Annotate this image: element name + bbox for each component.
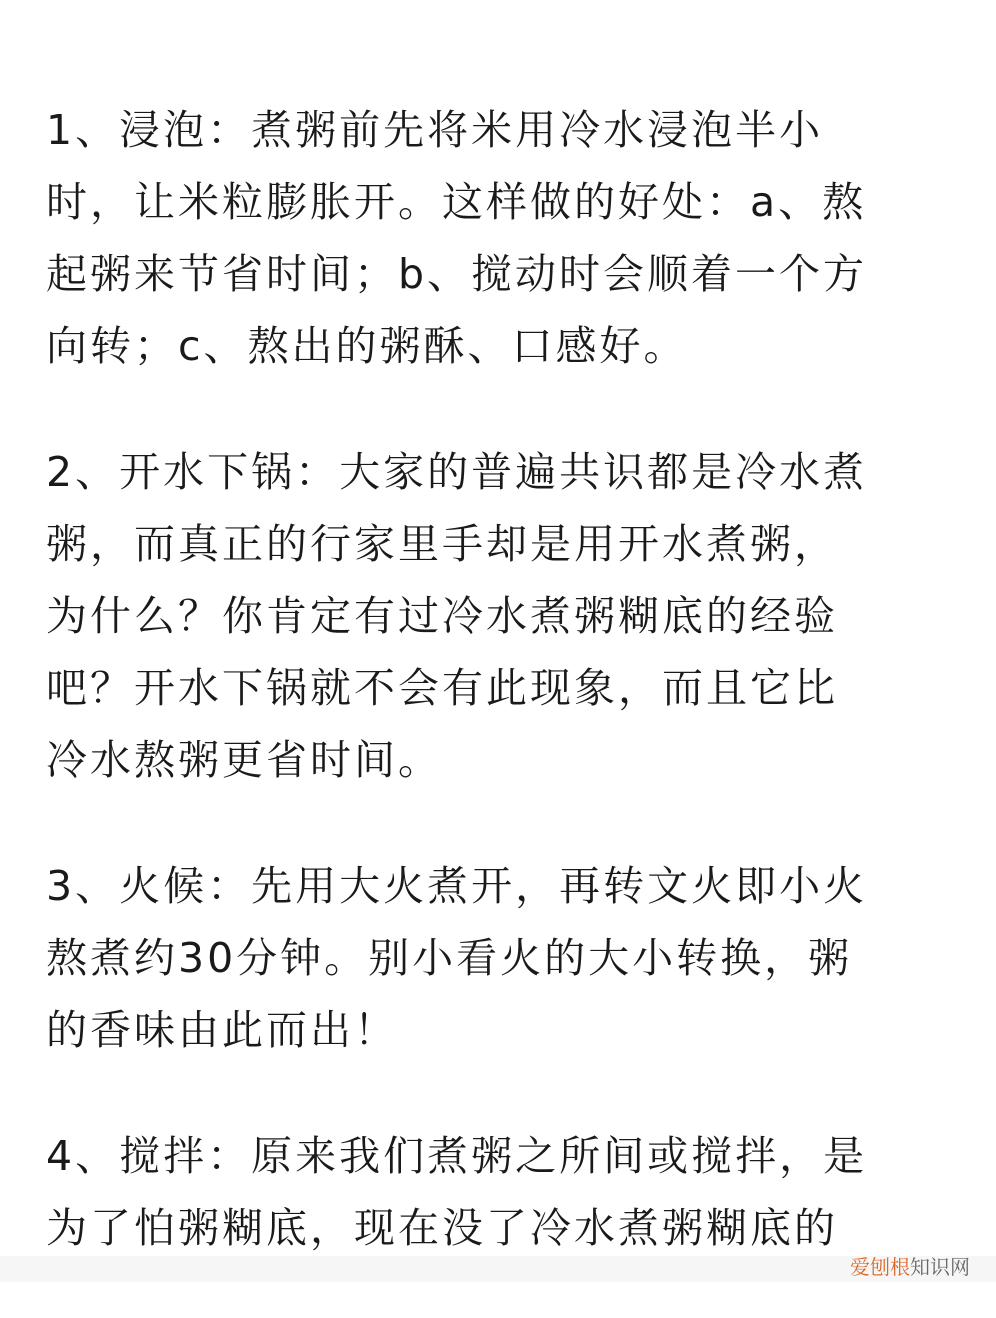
text-line: 为了怕粥糊底，现在没了冷水煮粥糊底的 (46, 1204, 838, 1252)
paragraph-1 (46, 94, 966, 382)
text-line: 向转；c、熬出的粥酥、口感好。 (46, 322, 688, 370)
text-line: 起粥来节省时间；b、搅动时会顺着一个方 (46, 250, 868, 298)
text-line: 3、火候：先用大火煮开，再转文火即小火 (46, 862, 868, 910)
article-body (46, 94, 966, 1318)
text-line: 2、开水下锅：大家的普遍共识都是冷水煮 (46, 448, 868, 496)
text-line: 冷水熬粥更省时间。 (46, 736, 442, 784)
paragraph-2 (46, 436, 966, 796)
paragraph-3 (46, 850, 966, 1066)
text-line: 1、浸泡：煮粥前先将米用冷水浸泡半小 (46, 106, 824, 154)
text-line: 吧？开水下锅就不会有此现象，而且它比 (46, 664, 838, 712)
watermark-part1: 爱刨根 (850, 1255, 910, 1279)
text-line: 粥，而真正的行家里手却是用开水煮粥， (46, 520, 838, 568)
paragraph-4 (46, 1120, 966, 1264)
text-line: 熬煮约30分钟。别小看火的大小转换，粥 (46, 934, 853, 982)
text-line: 为什么？你肯定有过冷水煮粥糊底的经验 (46, 592, 838, 640)
watermark-logo (850, 1255, 970, 1279)
footer-strip (0, 1256, 996, 1282)
text-line: 时，让米粒膨胀开。这样做的好处：a、熬 (46, 178, 867, 226)
text-line: 4、搅拌：原来我们煮粥之所间或搅拌，是 (46, 1132, 868, 1180)
watermark-part2: 知识网 (910, 1255, 970, 1279)
text-line: 的香味由此而出！ (46, 1006, 398, 1054)
